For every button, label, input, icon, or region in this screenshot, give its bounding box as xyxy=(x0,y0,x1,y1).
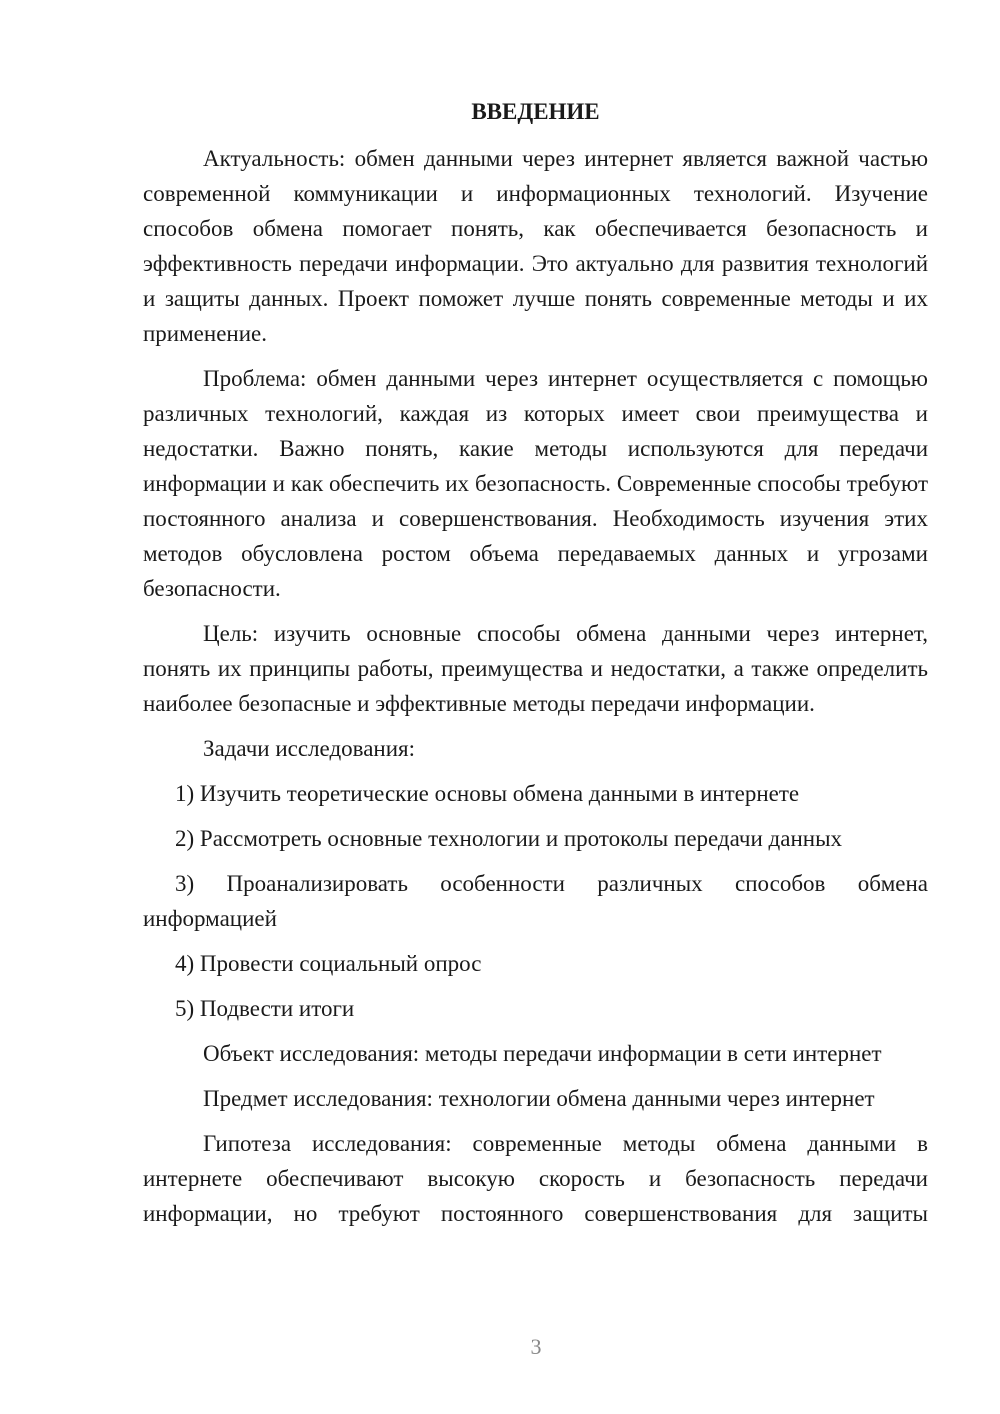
list-item: 4) Провести социальный опрос xyxy=(175,951,482,976)
paragraph-object: Объект исследования: методы передачи информации в сети интернет xyxy=(203,1041,882,1066)
paragraph-tasks-heading: Задачи исследования: xyxy=(203,736,416,761)
paragraph-goal: Цель: изучить основные способы обмена данными через интернет, понять их принципы работы, преимущества и недостатки, а также определить наиболее безопасные и эффективные методы передачи информации. xyxy=(143,621,928,716)
paragraph-relevance: Актуальность: обмен данными через интернет является важной частью современной коммуникации и информационных технологий. Изучение способов обмена помогает понять, как обеспечивается безопасность и эффективность передачи информации. Это актуально для развития технологий и защиты данных. Проект поможет лучше понять современные методы и их применение. xyxy=(143,146,928,346)
page-number: 3 xyxy=(530,1334,542,1359)
page-body xyxy=(143,94,928,1241)
list-item: 5) Подвести итоги xyxy=(175,996,355,1021)
paragraph-hypothesis: Гипотеза исследования: современные методы обмена данными в интернете обеспечивают высокую скорость и безопасность передачи информации, но требуют постоянного совершенствования для защиты xyxy=(143,1131,928,1226)
list-item: 1) Изучить теоретические основы обмена данными в интернете xyxy=(175,781,800,806)
paragraph-subject: Предмет исследования: технологии обмена данными через интернет xyxy=(203,1086,875,1111)
list-item: 3) Проанализировать особенности различных способов обмена информацией xyxy=(143,871,928,931)
list-item: 2) Рассмотреть основные технологии и протоколы передачи данных xyxy=(175,826,843,851)
page-title: ВВЕДЕНИЕ xyxy=(471,99,600,124)
paragraph-problem: Проблема: обмен данными через интернет осуществляется с помощью различных технологий, каждая из которых имеет свои преимущества и недостатки. Важно понять, какие методы используются для передачи информации и как обеспечить их безопасность. Современные способы требуют постоянного анализа и совершенствования. Необходимость изучения этих методов обусловлена ростом объема передаваемых данных и угрозами безопасности. xyxy=(143,366,928,601)
